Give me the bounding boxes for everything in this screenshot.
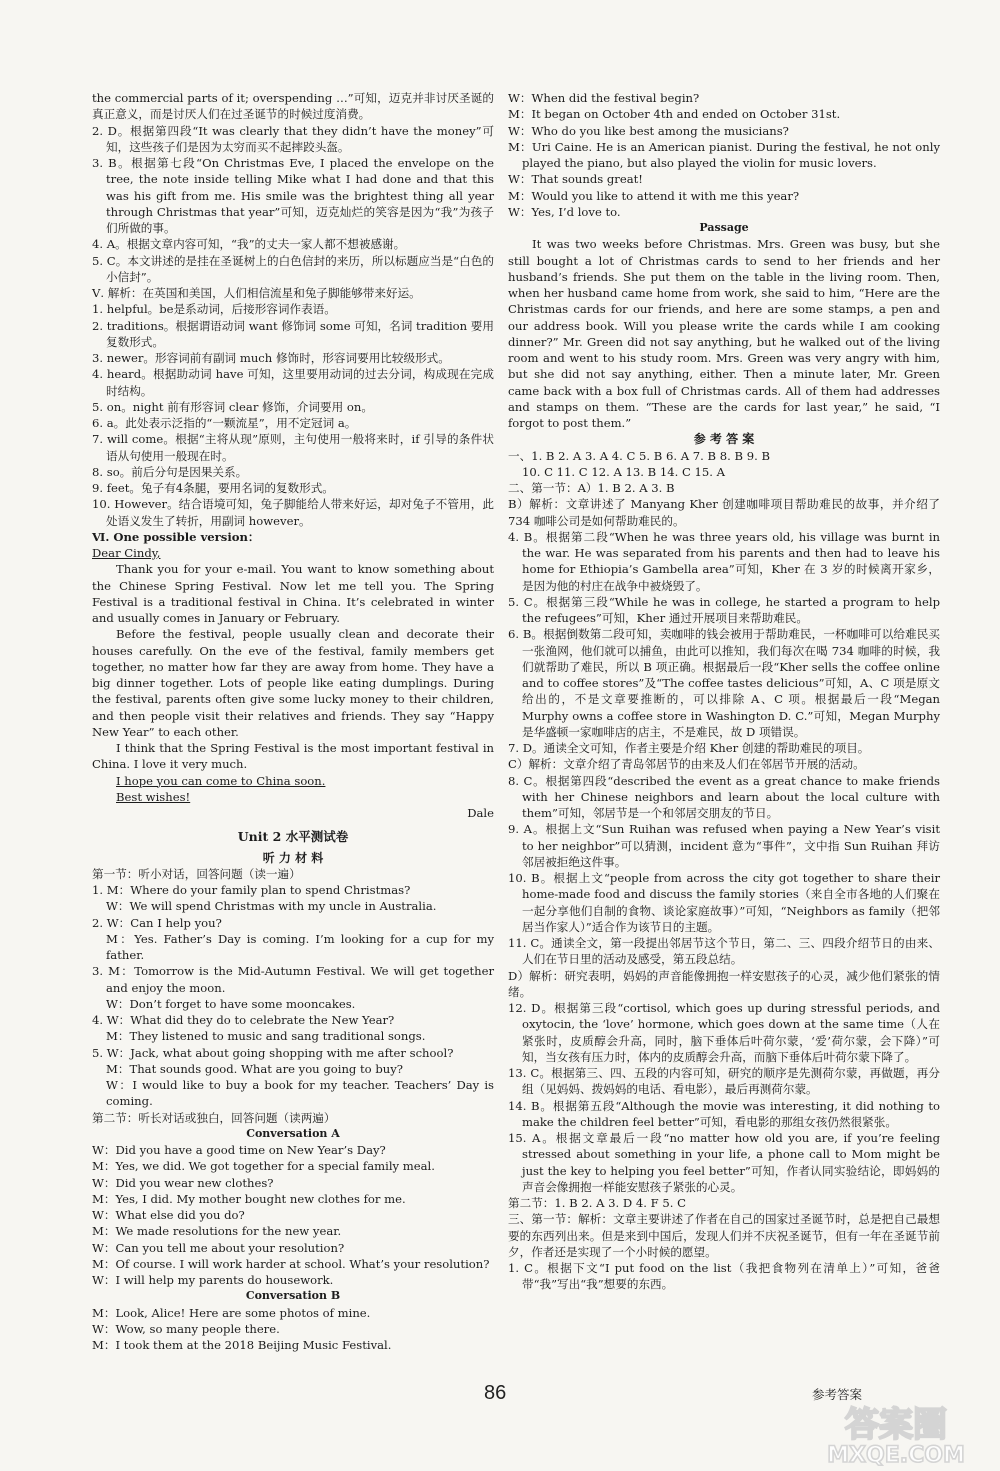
right-column-line: D）解析：研究表明，妈妈的声音能像拥抱一样安慰孩子的心灵，减少他们紧张的情绪。 (508, 968, 940, 999)
right-column (508, 90, 940, 1293)
left-column-line: 4. W：What did they do to celebrate the New Year? (92, 1013, 395, 1027)
right-column-line: W：Yes, I’d love to. (508, 204, 621, 219)
left-column-line: 10. However。结合语境可知，兔子脚能给人带来好运，却对兔子不管用，此处语义发生了转折，用副词 however。 (92, 497, 494, 528)
right-column-line: M：Uri Caine. He is an American pianist. During the festival, he not only played the piano, but also played the violin for music lovers. (508, 139, 940, 170)
left-column-line: 8. so。前后分句是因果关系。 (92, 464, 248, 479)
left-column-line: 1. helpful。be是系动词，后接形容词作表语。 (92, 302, 336, 317)
right-column-line: 11. C。通读全文，第一段提出邻居节这个节日，第二、三、四段介绍节日的由来、人们在节日里的活动及感受，第五段总结。 (508, 936, 940, 967)
right-column-line: 三、第一节：解析：文章主要讲述了作者在自己的国家过圣诞节时，总是把自己最想要的东西列出来。但是来到中国后，发现人们并不庆祝圣诞节，但有一年在圣诞节前夕，作者还是实现了一个小时候的愿望。 (508, 1212, 940, 1259)
right-column-line: Passage (699, 221, 749, 234)
left-column-line: 第二节：听长对话或独白，回答问题（读两遍） (92, 1110, 336, 1125)
left-column-line: W：Can you tell me about your resolution? (92, 1240, 345, 1255)
left-column-line: 听 力 材 料 (262, 850, 324, 865)
left-column-line: I think that the Spring Festival is the most important festival in China. I love it very much. (92, 741, 494, 772)
left-column-line: M：Look, Alice! Here are some photos of mine. (92, 1305, 371, 1320)
right-column-line: 14. B。根据第五段“Although the movie was interesting, it did nothing to make the children feel better”可知，看电影的那组女孩仍然很紧张。 (508, 1098, 940, 1129)
right-column-line: M：Would you like to attend it with me this year? (508, 188, 800, 203)
left-column-line: M：Yes, I did. My mother bought new clothes for me. (92, 1191, 406, 1206)
right-column-line: M：It began on October 4th and ended on October 31st. (508, 107, 841, 122)
left-column-line: 5. on。night 前有形容词 clear 修饰，介词要用 on。 (92, 399, 373, 414)
right-column-line: 一、1. B 2. A 3. A 4. C 5. B 6. A 7. B 8. B 9. B (508, 448, 770, 463)
left-column-line: Ⅵ. One possible version： (92, 529, 260, 544)
left-column-line: 6. a。此处表示泛指的“一颗流星”，用不定冠词 a。 (92, 416, 357, 430)
right-column-line: B）解析：文章讲述了 Manyang Kher 创建咖啡项目帮助难民的故事，并介绍了 734 咖啡公司是如何帮助难民的。 (508, 497, 940, 528)
left-column-line: W：Did you wear new clothes? (92, 1175, 274, 1190)
watermark-url: MXQE.COM (827, 1443, 965, 1468)
left-column-line: 1. M：Where do your family plan to spend Christmas? (92, 883, 411, 897)
left-column-line: Dale (467, 806, 494, 820)
left-column-line: M：We made resolutions for the new year. (92, 1224, 342, 1239)
right-column-line: C）解析：文章介绍了青岛邻居节的由来及人们在邻居节开展的活动。 (508, 757, 865, 772)
left-column-line: 2. D。根据第四段“It was clearly that they didn’t have the money”可知，这些孩子们是因为太穷而买不起摔跤头盔。 (92, 123, 494, 154)
left-column-line: 9. feet。兔子有4条腿，要用名词的复数形式。 (92, 481, 334, 495)
left-column-line: Conversation A (246, 1126, 340, 1140)
right-column-line: 1. C。根据下文“I put food on the list（我把食物列在清单上）”可知，爸爸带“我”写出“我”想要的东西。 (508, 1261, 940, 1292)
right-column-line: 参 考 答 案 (693, 432, 755, 447)
right-column-line: 9. A。根据上文“Sun Ruihan was refused when paying a New Year’s visit to her neighbor”可以猜测，incident 意为“事件”，文中指 Sun Ruihan 拜访邻居被拒绝这件事。 (508, 822, 940, 869)
left-column-line: W：We will spend Christmas with my uncle in Australia. (106, 899, 437, 914)
left-column-line: W：I would like to buy a book for my teacher. Teachers’ Day is coming. (106, 1078, 494, 1109)
right-column-line: 10. B。根据上文“people from across the city got together to share their home-made food and discuss the family stories（来自全市各地的人们聚在一起分享他们自制的食物、谈论家庭故事）”可知，“Neighbors as family（把邻居当作家人）”适合作为该节日的主题。 (508, 871, 940, 934)
left-column-line: 5. C。本文讲述的是挂在圣诞树上的白色信封的来历，所以标题应当是“白色的小信封”。 (92, 253, 494, 284)
left-column-line: Conversation B (245, 1289, 341, 1303)
watermark-logo (806, 1400, 986, 1468)
left-column-line: W：What else did you do? (92, 1208, 245, 1222)
left-column-line: W：Wow, so many people there. (92, 1321, 280, 1336)
right-column-line: It was two weeks before Christmas. Mrs. Green was busy, but she still bought a lot of Christmas cards to send to her friends and her husband’s friends. She put them on the table in the living room. Then, when her husband came home from work, she said to him, “Here are the Christmas cards for our friends, and here are some stamps, a pen and our address book. Will you please write the cards while I am cooking dinner?” Mr. Green did not say anything, but he walked out of the living room and went to his study room. Mrs. Green was very angry with him, but she did not say anything, either. Then a minute later, Mr. Green came back with a box full of Christmas cards. All of them had addresses and stamps on them. “These are the cards for last year,” he said, “I forgot to post them.” (508, 237, 940, 430)
left-column-line: I hope you can come to China soon. (116, 773, 326, 788)
right-column-line: 15. A。根据文章最后一段“no matter how old you are, if you’re feeling stressed about something in your life, a phone call to Mom might be just the key to helping you feel better”可知，作者认同实验结论，即妈妈的声音会像拥抱一样能安慰孩子紧张的心灵。 (508, 1131, 940, 1194)
right-column-line: 6. B。根据倒数第二段可知，卖咖啡的钱会被用于帮助难民，一杯咖啡可以给难民买一张渔网，他们就可以捕鱼，由此可以推知，我们每次在喝 734 咖啡的时候，我们就帮助了难民，所以 B 项正确。根据最后一段“Kher sells the coffee online and to coffee stores”及“The coffee tastes delicious”可知，A、C 项是原文给出的，不是文章要推断的，可以排除 A、C 项。根据最后一段“Megan Murphy owns a coffee store in Washington D. C.”可知，Megan Murphy 是华盛顿一家咖啡店的店主，不是难民，故 D 项错误。 (508, 627, 940, 739)
right-column-line: 13. C。根据第三、四、五段的内容可知，研究的顺序是先测荷尔蒙，再做题，再分组（见妈妈、拨妈妈的电话、看电影），最后再测荷尔蒙。 (508, 1066, 940, 1097)
left-column-line: 7. will come。根据“主将从现”原则，主句使用一般将来时，if 引导的条件状语从句使用一般现在时。 (92, 432, 494, 463)
right-column-line: 12. D。根据第三段“cortisol, which goes up during stressful periods, and oxytocin, the ‘love’ hormone, which goes down at the same time（人在紧张时，皮质醇会升高，同时，脑下垂体后叶荷尔蒙，‘爱’荷尔蒙，会下降）”可知，当女孩有压力时，体内的皮质醇会升高，而脑下垂体后叶荷尔蒙下降了。 (508, 1001, 940, 1064)
left-column-line: M：Yes. Father’s Day is coming. I’m looking for a cup for my father. (106, 931, 494, 962)
left-column-line: 2. traditions。根据谓语动词 want 修饰词 some 可知，名词 tradition 要用复数形式。 (92, 318, 494, 349)
left-column-line: M：They listened to music and sang traditional songs. (106, 1029, 426, 1044)
left-column-line: 5. W：Jack, what about going shopping with me after school? (92, 1045, 454, 1060)
left-column-line: 2. W：Can I help you? (92, 915, 222, 930)
right-column-line: 4. B。根据第二段“When he was three years old, his village was burnt in the war. He was separated from his parents and then had to leave his home for Ethiopia’s Gambella area”可知，Kher 在 3 岁的时候离开家乡，是因为他的村庄在战争中被烧毁了。 (508, 529, 940, 593)
left-column-line: Dear Cindy, (92, 546, 161, 560)
right-column-line: 10. C 11. C 12. A 13. B 14. C 15. A (522, 464, 726, 479)
left-column-line: W：Don’t forget to have some mooncakes. (106, 996, 356, 1011)
page-number: 86 (484, 1382, 507, 1404)
left-column-line: W：I will help my parents do housework. (92, 1273, 334, 1287)
right-column-line: W：When did the festival begin? (508, 91, 700, 105)
left-column-line: 3. M：Tomorrow is the Mid-Autumn Festival. We will get together and enjoy the moon. (92, 964, 494, 995)
left-column (92, 90, 494, 1353)
watermark-cn: 答案圈 (845, 1405, 947, 1445)
left-column-line: 4. A。根据文章内容可知，“我”的丈夫一家人都不想被感谢。 (92, 237, 406, 252)
right-column-line: 7. D。通读全文可知，作者主要是介绍 Kher 创建的帮助难民的项目。 (508, 741, 870, 755)
left-column-line: M：I took them at the 2018 Beijing Music Festival. (92, 1338, 392, 1352)
left-column-line: 3. B。根据第七段“On Christmas Eve, I placed the envelope on the tree, the note inside telling Mike what I had done and that this was his gift from me. His smile was the brightest thing all year through Christmas that year”可知，迈克灿烂的笑容是因为“我”为孩子们所做的事。 (92, 156, 494, 235)
right-column-line: 第二节：1. B 2. A 3. D 4. F 5. C (508, 1196, 686, 1210)
right-column-line: W：That sounds great! (508, 172, 643, 187)
left-column-line: M：Of course. I will work harder at school. What’s your resolution? (92, 1256, 490, 1271)
right-column-line: 二、第一节：A）1. B 2. A 3. B (508, 481, 675, 495)
section-label: 参考答案 (812, 1387, 863, 1402)
left-column-line: Ⅴ. 解析：在英国和美国，人们相信流星和兔子脚能够带来好运。 (92, 286, 421, 300)
left-column-line: 第一节：听小对话，回答问题（读一遍） (92, 866, 301, 881)
left-column-line: M：That sounds good. What are you going to buy? (106, 1061, 403, 1076)
left-column-line: W：Did you have a good time on New Year’s Day? (92, 1143, 386, 1157)
left-column-line: the commercial parts of it; overspending …”可知，迈克并非讨厌圣诞的真正意义，而是讨厌人们在过圣诞节的时候过度消费。 (92, 91, 494, 122)
right-column-line: W：Who do you like best among the musicians? (508, 123, 789, 138)
left-column-line: M：Yes, we did. We got together for a special family meal. (92, 1159, 435, 1174)
left-column-line: Thank you for your e-mail. You want to know something about the Chinese Spring Festival. Now let me tell you. The Spring Festival is a traditional festival in China. It’s celebrated in winter and usually comes in January or February. (92, 562, 494, 625)
left-column-line: Unit 2 水平测试卷 (237, 829, 349, 845)
left-column-line: 4. heard。根据助动词 have 可知，这里要用动词的过去分词，构成现在完成时结构。 (92, 367, 494, 398)
right-column-line: 5. C。根据第三段“While he was in college, he started a program to help the refugees”可知，Kher 通过开展项目来帮助难民。 (508, 594, 940, 625)
right-column-line: 8. C。根据第四段“described the event as a great chance to make friends with her Chinese neighbors and learn about the local culture with them”可知，邻居节是一个和邻居交朋友的节日。 (508, 773, 940, 820)
left-column-line: Best wishes! (116, 789, 191, 804)
left-column-line: Before the festival, people usually clean and decorate their houses carefully. On the eve of the festival, family members get together, no matter how far they are away from home. They have a big dinner together. Lots of people like eating dumplings. During the festival, parents often give some lucky money to their children, and then people visit their relatives and friends. They say “Happy New Year” to each other. (92, 627, 494, 739)
left-column-line: 3. newer。形容词前有副词 much 修饰时，形容词要用比较级形式。 (92, 351, 450, 365)
